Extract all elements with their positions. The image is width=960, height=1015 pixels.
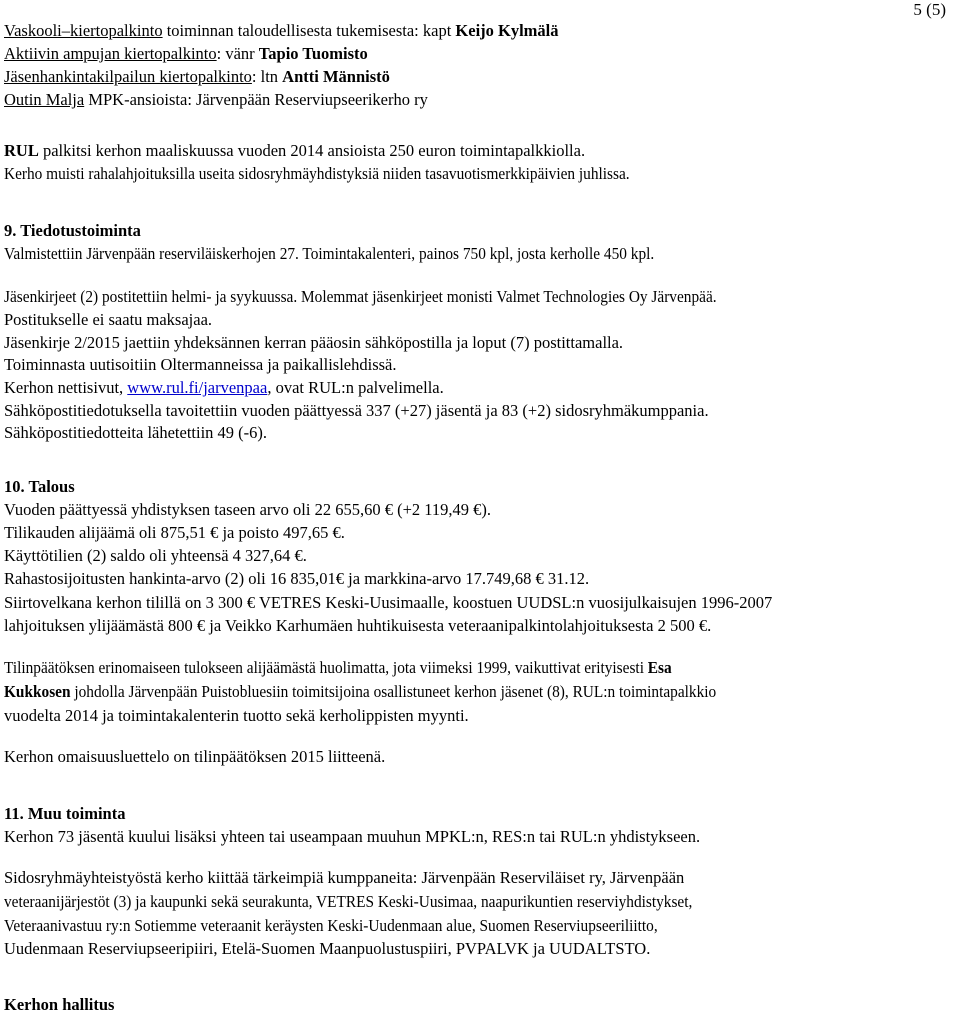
award-vaskooli — [4, 21, 559, 41]
section-10-inventory-line: Kerhon omaisuusluettelo on tilinpäätöksen 2015 liitteenä. — [4, 747, 386, 766]
section-10-result-line — [4, 658, 672, 678]
section-9-text: Sähköpostitiedotuksella tavoitettiin vuoden päättyessä 337 (+27) jäsentä ja 83 (+2) sidosryhmäkumppania. — [4, 401, 709, 420]
section-10-heading: 10. Talous — [4, 477, 75, 496]
award-description: toiminnan taloudellisesta tukemisesta: kapt — [162, 21, 456, 40]
page-number: 5 (5) — [913, 0, 946, 19]
award-description: : vänr — [216, 44, 259, 63]
section-10-result-line: vuodelta 2014 ja toimintakalenterin tuotto sekä kerholippisten myynti. — [4, 706, 469, 725]
award-recipient: Keijo Kylmälä — [455, 21, 559, 40]
section-9-text: Jäsenkirjeet (2) postitettiin helmi- ja syykuussa. Molemmat jäsenkirjeet monisti Valmet Technologies Oy Järvenpää. — [4, 287, 717, 306]
section-10-text: Tilikauden alijäämä oli 875,51 € ja poisto 497,65 €. — [4, 523, 345, 542]
section-10-text: Käyttötilien (2) saldo oli yhteensä 4 327,64 €. — [4, 546, 307, 565]
result-text: johdolla Järvenpään Puistobluesiin toimitsijoina osallistuneet kerhon jäsenet (8), RUL:n toimintapalkkio — [70, 682, 717, 701]
award-name: Jäsenhankintakilpailun kiertopalkinto — [4, 67, 252, 86]
section-10-text: Vuoden päättyessä yhdistyksen taseen arvo oli 22 655,60 € (+2 119,49 €). — [4, 500, 492, 519]
section-9-heading: 9. Tiedotustoiminta — [4, 221, 141, 240]
person-name: Esa — [647, 658, 672, 677]
section-9-text: Toiminnasta uutisoitiin Oltermanneissa ja paikallislehdissä. — [4, 355, 397, 374]
section-11-partners-line: Uudenmaan Reserviupseeripiiri, Etelä-Suomen Maanpuolustuspiiri, PVPALVK ja UUDALTSTO. — [4, 939, 651, 958]
rul-award-line — [4, 141, 585, 161]
section-9-text: Postitukselle ei saatu maksajaa. — [4, 310, 213, 329]
award-outin-malja — [4, 90, 428, 110]
section-10-text: Rahastosijoitusten hankinta-arvo (2) oli 16 835,01€ ja markkina-arvo 17.749,68 € 31.12. — [4, 569, 590, 588]
website-suffix: , ovat RUL:n palvelimella. — [267, 378, 444, 397]
section-9-text: Jäsenkirje 2/2015 jaettiin yhdeksännen kerran pääosin sähköpostilla ja loput (7) postittamalla. — [4, 333, 624, 352]
section-10-text: Siirtovelkana kerhon tilillä on 3 300 € VETRES Keski-Uusimaalle, koostuen UUDSL:n vuosijulkaisujen 1996-2007 — [4, 593, 773, 612]
website-prefix: Kerhon nettisivut, — [4, 378, 128, 397]
section-10-text: lahjoituksen ylijäämästä 800 € ja Veikko Karhumäen huhtikuisesta veteraanipalkintolahjoituksesta 2 500 €. — [4, 616, 712, 635]
rul-donations-line: Kerho muisti rahalahjoituksilla useita sidosryhmäyhdistyksiä niiden tasavuotismerkkipäivien juhlissa. — [4, 164, 630, 183]
section-9-text: Valmistettiin Järvenpään reserviläiskerhojen 27. Toimintakalenteri, painos 750 kpl, josta kerholle 450 kpl. — [4, 244, 655, 263]
section-10-result-line — [4, 682, 716, 702]
award-recipient: Tapio Tuomisto — [258, 44, 368, 63]
section-11-text: Kerhon 73 jäsentä kuului lisäksi yhteen tai useampaan muuhun MPKL:n, RES:n tai RUL:n yhdistykseen. — [4, 827, 701, 846]
result-text: Tilinpäätöksen erinomaiseen tulokseen alijäämästä huolimatta, jota viimeksi 1999, vaikuttivat erityisesti — [4, 658, 648, 677]
award-description: : ltn — [251, 67, 283, 86]
award-member-recruitment — [4, 67, 390, 87]
section-11-partners-line: Sidosryhmäyhteistyöstä kerho kiittää tärkeimpiä kumppaneita: Järvenpään Reserviläiset ry, Järvenpään — [4, 868, 685, 887]
award-name: Vaskooli–kiertopalkinto — [4, 21, 163, 40]
rul-label: RUL — [4, 141, 39, 160]
award-name: Outin Malja — [4, 90, 85, 109]
person-name: Kukkosen — [4, 682, 71, 701]
award-recipient: Antti Männistö — [282, 67, 390, 86]
section-9-text: Sähköpostitiedotteita lähetettiin 49 (-6). — [4, 423, 268, 442]
board-heading: Kerhon hallitus — [4, 995, 115, 1014]
section-11-partners-line: Veteraanivastuu ry:n Sotiemme veteraanit keräysten Keski-Uudenmaan alue, Suomen Reserviupseeriliitto, — [4, 916, 658, 935]
award-description: MPK-ansioista: Järvenpään Reserviupseerikerho ry — [84, 90, 428, 109]
award-active-shooter — [4, 44, 368, 64]
rul-text: palkitsi kerhon maaliskuussa vuoden 2014 ansioista 250 euron toimintapalkkiolla. — [38, 141, 586, 160]
award-name: Aktiivin ampujan kiertopalkinto — [4, 44, 217, 63]
section-11-heading: 11. Muu toiminta — [4, 804, 126, 823]
website-link[interactable]: www.rul.fi/jarvenpaa — [127, 378, 268, 397]
section-9-website-line — [4, 378, 444, 398]
section-11-partners-line: veteraanijärjestöt (3) ja kaupunki sekä seurakunta, VETRES Keski-Uusimaa, naapurikuntien reserviyhdistykset, — [4, 892, 693, 911]
